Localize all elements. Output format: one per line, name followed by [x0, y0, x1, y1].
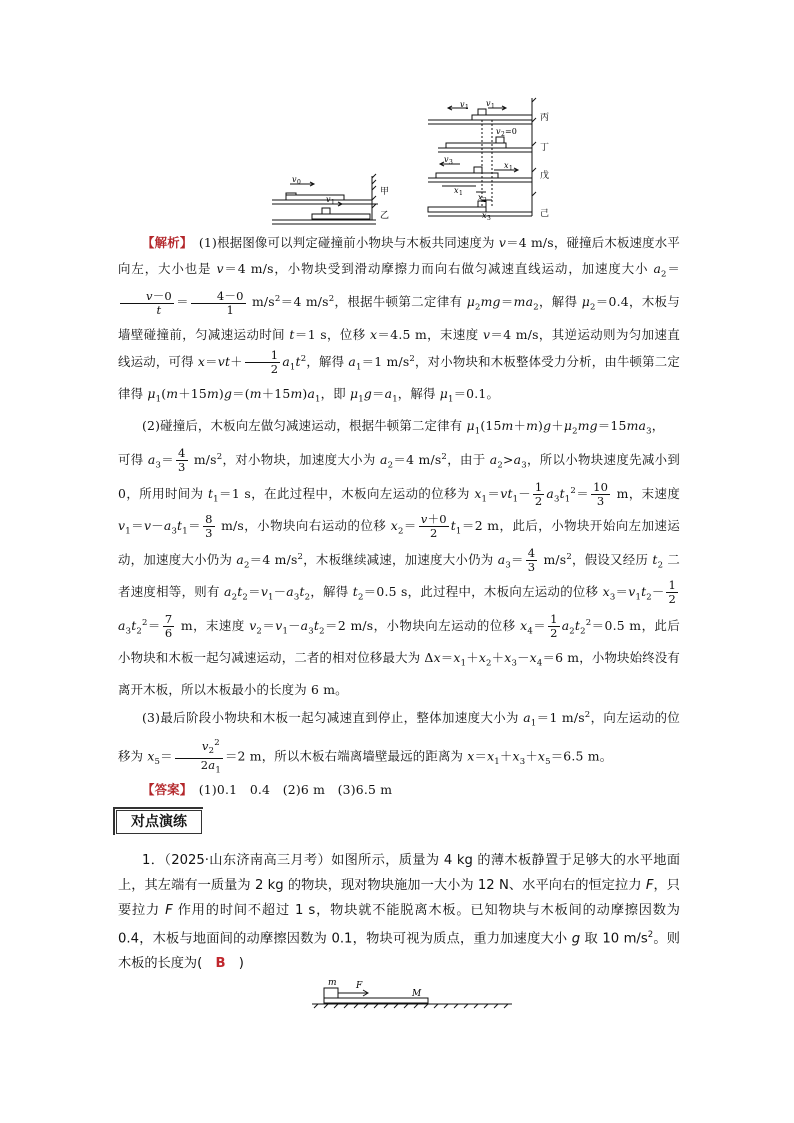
svg-text:v: v: [460, 100, 465, 109]
question-1: 1．（2025·山东济南高三月考）如图所示，质量为 4 kg 的薄木板静置于足够大的水平地面上，其左端有一质量为 2 kg 的物块，现对物块施加一大小为 12 N、水平向右的恒定拉力 F，只要拉力 F 作用的时间不超过 1 s，物块就不能脱离木板。已知物块与木板间的动摩擦因数为 0.4，木板与地面间的动摩擦因数为 0.1，物块可视为质点，重力加速度大小 g 取 10 $m/s^2$。则木板的长度为( B ): [118, 853, 681, 972]
svg-text:1: 1: [459, 190, 463, 197]
question-answer: B: [215, 956, 226, 972]
svg-text:x: x: [504, 161, 509, 170]
answer-tag: 【答案】: [142, 782, 187, 798]
svg-text:v: v: [496, 127, 501, 136]
svg-text:3: 3: [487, 215, 491, 222]
svg-text:=0: =0: [505, 127, 517, 136]
block-board-diagram: [310, 974, 516, 1010]
svg-text:1: 1: [465, 104, 469, 111]
label-yi: 乙: [380, 211, 390, 221]
label-wu: 戊: [540, 171, 550, 181]
svg-text:x: x: [478, 193, 483, 202]
answer-text: (1)0.1 0.4 (2)6 m (3)6.5 m: [198, 782, 393, 798]
label-jia: 甲: [380, 187, 390, 197]
collision-diagram: [268, 96, 568, 226]
svg-text:x: x: [454, 186, 459, 195]
panel-jia: [272, 174, 378, 224]
label-ding: 丁: [540, 143, 550, 153]
label-ji: 己: [540, 209, 550, 219]
svg-text:3: 3: [449, 159, 453, 166]
svg-text:v: v: [444, 155, 449, 164]
svg-text:x: x: [482, 211, 487, 220]
svg-text:1: 1: [491, 103, 495, 110]
label-M: M: [412, 989, 422, 999]
svg-text:1: 1: [331, 199, 335, 206]
label-m: m: [328, 978, 337, 988]
label-v0: v: [292, 175, 297, 184]
svg-text:1: 1: [509, 165, 513, 172]
solution-tag: 【解析】: [142, 235, 187, 250]
svg-text:2: 2: [501, 131, 505, 138]
svg-text:0: 0: [297, 179, 301, 186]
label-F: F: [356, 981, 363, 991]
section-title: 对点演练: [116, 810, 202, 834]
solution-block: 【解析】 (1)根据图像可以判定碰撞前小物块与木板共同速度为 v＝4 m/s，碰撞后木板速度水平向左，大小也是 v＝4 m/s，小物块受到滑动摩擦力而向右做匀减速直线运动，加速度大小 $a_2=$ $\frac{v-0}{t}$ ＝ $\frac{4-0}{1}$ $m/s^2=4$ $m/s^2$，根据牛顿第二定律有 $\mu_2mg=ma_2$，解得 $\mu_2=0.4$，木板与墙壁碰撞前，匀减速运动时间 t＝1 s，位移 x＝4.5 m，末速度 v＝4 m/s，其逆运动则为匀加速直线运动，可得 x＝vt＋ $\frac{1}{2}$ $a_1t^2$，解得 $a_1=1$ $m/s^2$，对小物块和木板整体受力分析，由牛顿第二定律得 $\mu_1(m+15m)g=(m+15m)a_1$，即 $\mu_1g=a_1$，解得 $\mu_1=0.1$。 (2)碰撞后，木板向左做匀减速运动，根据牛顿第二定律有 $\mu_1(15m+m)g+\mu_2mg=15ma_3$， 可得 $a_3=$ $\frac{4}{3}$ $m/s^2$，对小物块，加速度大小为 $a_2=4$ $m/s^2$，由于 $a_2>a_3$，所以小物块速度先减小到 0，所用时间为 $t_1=1$ s，在此过程中，木板向左运动的位移为 $x_1=vt_1-$ $\frac{1}{2}$ $a_3t_1^2=$ $\frac{10}{3}$ m，末速度 $v_1=v-a_3t_1=$ $\frac{8}{3}$ m/s，小物块向右运动的位移 $x_2=$ $\frac{v+0}{2}$ $t_1=2$ m，此后，小物块开始向左加速运动，加速度大小仍为 $a_2=4$ $m/s^2$，木板继续减速，加速度大小仍为 $a_3=$ $\frac{4}{3}$ $m/s^2$，假设又经历 $t_2$ 二者速度相等，则有 $a_2t_2=v_1-a_3t_2$，解得 $t_2=0.5$ s，此过程中，木板向左运动的位移 $x_3=v_1t_2-$ $\frac{1}{2}$ $a_3t_2^2=$ $\frac{7}{6}$ m，末速度 $v_2=v_1-a_3t_2=2$ m/s，小物块向左运动的位移 $x_4=$ $\frac{1}{2}$ $a_2t_2^2=0.5$ m，此后小物块和木板一起匀减速运动，二者的相对位移最大为 $\Delta x=x_1+x_2+x_3-x_4=6$ m，小物块始终没有离开木板，所以木板最小的长度为 6 m。 (3)最后阶段小物块和木板一起匀减速直到停止，整体加速度大小为 $a_1=1$ $m/s^2$，向左运动的位移为 $x_5=$ $\frac{v_2^2}{2a_1}$ ＝2 m，所以木板右端离墙壁最远的距离为 $x=x_1+x_3+x_5=6.5$ m。 【答案】 (1)0.1 0.4 (2)6 m (3)6.5 m: [118, 235, 681, 798]
svg-text:v: v: [486, 99, 491, 108]
svg-text:v: v: [326, 195, 331, 204]
label-bing: 丙: [540, 113, 550, 123]
svg-text:2: 2: [483, 197, 487, 204]
